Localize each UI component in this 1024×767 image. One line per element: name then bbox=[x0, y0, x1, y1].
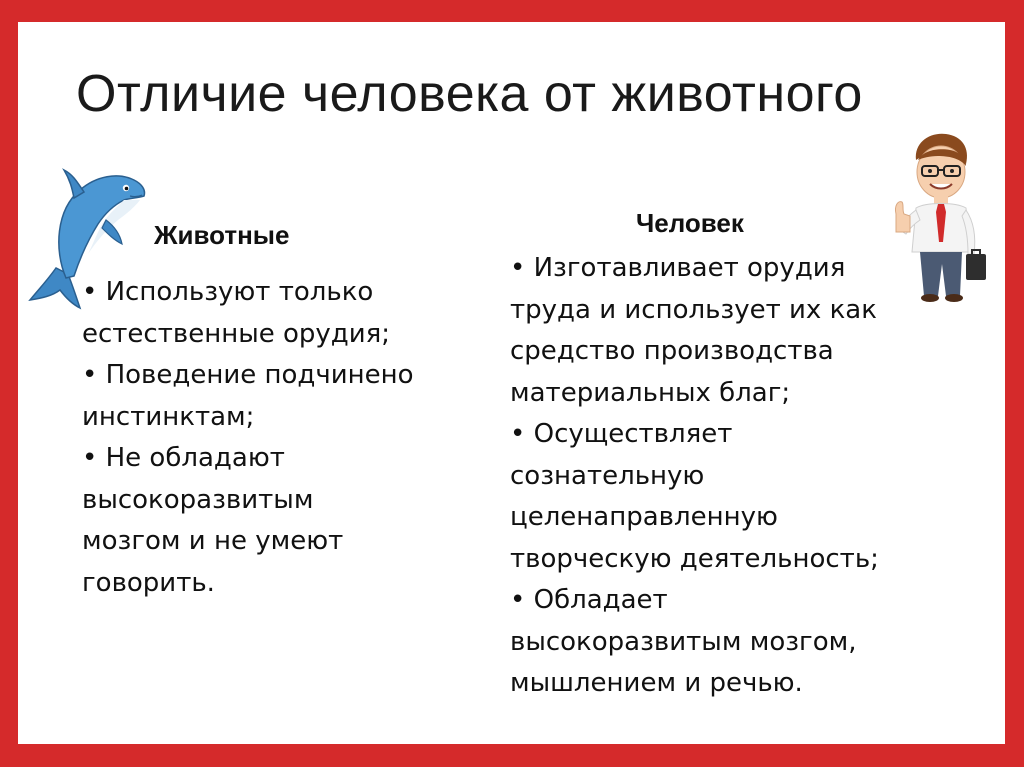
human-line: средство производства bbox=[510, 336, 834, 366]
human-line: целенаправленную bbox=[510, 502, 778, 532]
animals-list bbox=[82, 272, 414, 604]
human-line: • Осуществляет bbox=[510, 419, 733, 449]
human-list bbox=[510, 248, 879, 705]
businessman-icon bbox=[890, 130, 990, 305]
animals-line: мозгом и не умеют bbox=[82, 526, 344, 556]
human-line: • Изготавливает орудия bbox=[510, 253, 846, 283]
human-line: труда и использует их как bbox=[510, 294, 877, 325]
human-line: • Обладает bbox=[510, 585, 668, 615]
animals-line: говорить. bbox=[82, 567, 215, 598]
animals-line: высокоразвитым bbox=[82, 484, 314, 515]
slide-title: Отличие человека от животного bbox=[76, 65, 863, 123]
animals-line: • Не обладают bbox=[82, 443, 285, 473]
animals-line: • Используют только bbox=[82, 277, 374, 307]
human-line: материальных благ; bbox=[510, 377, 791, 408]
human-line: мышлением и речью. bbox=[510, 668, 803, 698]
human-heading: Человек bbox=[636, 208, 744, 238]
human-line: сознательную bbox=[510, 460, 705, 491]
human-line: высокоразвитым мозгом, bbox=[510, 626, 857, 657]
animals-line: • Поведение подчинено bbox=[82, 360, 414, 390]
human-line: творческую деятельность; bbox=[510, 543, 879, 574]
animals-line: инстинктам; bbox=[82, 401, 255, 432]
animals-line: естественные орудия; bbox=[82, 318, 391, 349]
animals-heading: Животные bbox=[154, 220, 290, 250]
